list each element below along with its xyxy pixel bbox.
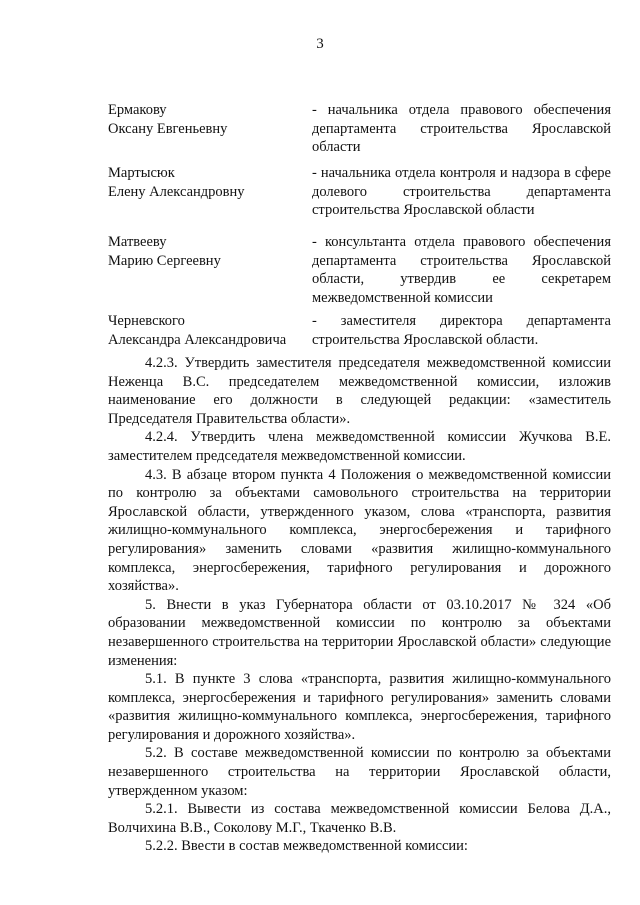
paragraph: 5.1. В пункте 3 слова «транспорта, развития жилищно-коммунального комплекса, энергосбережения и тарифного регулирования» заменить словами «развития жилищно-коммунального комплекса, энергосбережения, тарифного регулирования и дорожного хозяйства». — [108, 671, 611, 743]
paragraph: 5. Внести в указ Губернатора области от 03.10.2017 № 324 «Об образовании межведомственной комиссии по контролю за объектами незавершенного строительства на территории Ярославской области» следующие изменения: — [108, 596, 611, 669]
member-entry — [108, 233, 611, 307]
paragraph: 5.2.2. Ввести в состав межведомственной комиссии: — [145, 838, 468, 855]
member-given-name: Елену Александровну — [108, 183, 245, 200]
member-given-name: Александра Александровича — [108, 331, 287, 348]
member-entry — [108, 101, 611, 157]
document-body — [108, 354, 611, 856]
member-given-name: Марию Сергеевну — [108, 252, 221, 269]
member-role: - начальника отдела контроля и надзора в сфере долевого строительства департамента строительства Ярославской области — [312, 165, 611, 219]
member-name — [108, 164, 312, 220]
member-surname: Мартысюк — [108, 165, 175, 181]
member-name — [108, 101, 312, 157]
member-surname: Матвееву — [108, 234, 167, 250]
member-role: - консультанта отдела правового обеспечения департамента строительства Ярославской области, утвердив ее секретарем межведомственной комиссии — [312, 234, 611, 306]
paragraph: 5.2. В составе межведомственной комиссии по контролю за объектами незавершенного строительства на территории Ярославской области, утвержденном указом: — [108, 745, 611, 799]
member-surname: Ермакову — [108, 102, 167, 118]
member-entry — [108, 164, 611, 220]
paragraph: 4.2.3. Утвердить заместителя председателя межведомственной комиссии Неженца В.С. председателем межведомственной комиссии, изложив наименование его должности в следующей редакции: «заместитель Председателя Правительства области». — [108, 355, 611, 427]
member-role: - начальника отдела правового обеспечения департамента строительства Ярославской области — [312, 102, 611, 156]
member-entry — [108, 312, 611, 349]
member-role: - заместителя директора департамента строительства Ярославской области. — [312, 313, 611, 348]
member-given-name: Оксану Евгеньевну — [108, 120, 228, 137]
paragraph: 4.2.4. Утвердить члена межведомственной комиссии Жучкова В.Е. заместителем председателя межведомственной комиссии. — [108, 429, 611, 464]
member-surname: Черневского — [108, 313, 185, 329]
member-name — [108, 312, 312, 349]
paragraph: 4.3. В абзаце втором пункта 4 Положения о межведомственной комиссии по контролю за объектами самовольного строительства на территории Ярославской области, утвержденного указом, слова «транспорта, развития жилищно-коммунального комплекса, энергосбережения и тарифного регулирования» заменить словами «развития жилищно-коммунального комплекса, энергосбережения, тарифного регулирования и дорожного хозяйства». — [108, 466, 611, 595]
member-name — [108, 233, 312, 307]
paragraph: 5.2.1. Вывести из состава межведомственной комиссии Белова Д.А., Волчихина В.В., Соколову М.Г., Ткаченко В.В. — [108, 801, 611, 836]
page-number: 3 — [316, 36, 324, 52]
